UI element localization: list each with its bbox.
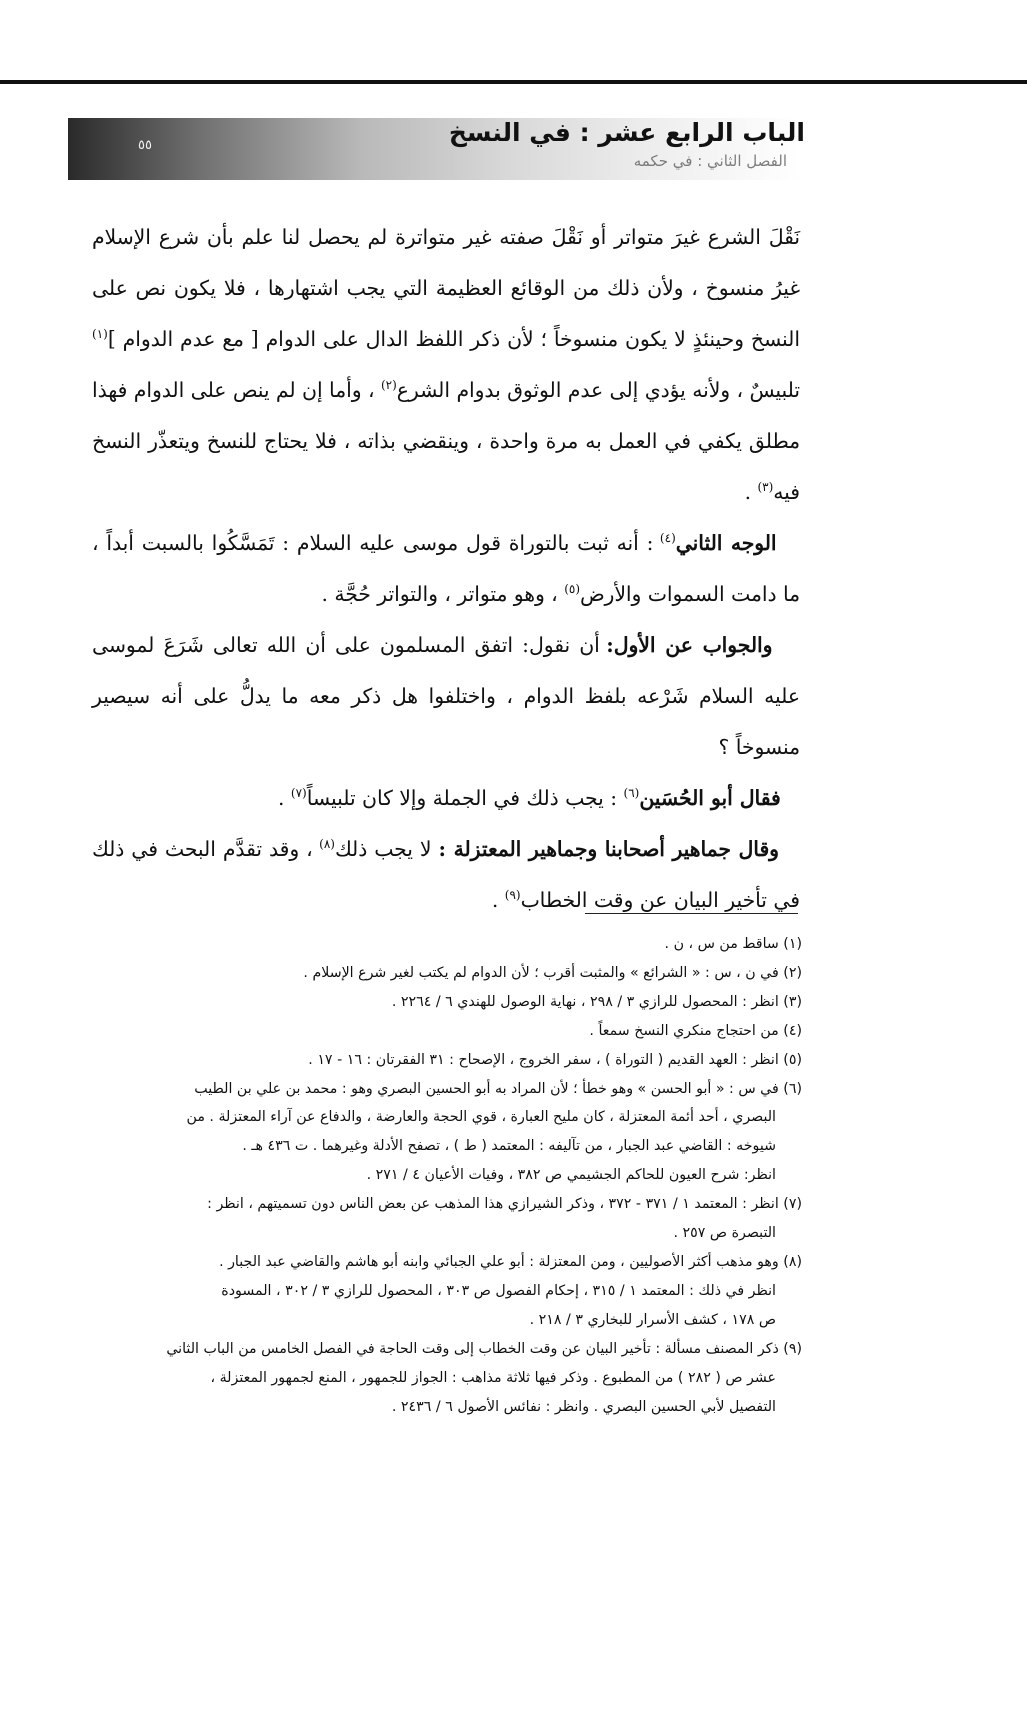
footnote-ref-2: (٢) xyxy=(380,378,397,393)
paragraph-4 xyxy=(92,773,800,824)
footnote-1: (١) ساقط من س ، ن . xyxy=(664,936,802,952)
footnote-6-line-2: البصري ، أحد أئمة المعتزلة ، كان مليح العبارة ، قوي الحجة والعارضة ، والدفاع عن آراء المعتزلة . من xyxy=(186,1109,776,1126)
section-subtitle: الفصل الثاني : في حكمه xyxy=(633,152,787,170)
page-number: ٥٥ xyxy=(138,138,152,153)
footnote-9-line-2: عشر ص ( ٢٨٢ ) من المطبوع . وذكر فيها ثلاثة مذاهب : الجواز للجمهور ، المنع لجمهور المعتزلة ، xyxy=(210,1369,776,1386)
p4-text-b: . xyxy=(278,786,291,810)
footnote-ref-4: (٤) xyxy=(659,531,676,546)
p4-lead: فقال أبو الحُسَين xyxy=(639,786,781,810)
p1-text-c: ، وأما إن لم ينص على الدوام فهذا مطلق يكفي في العمل به مرة واحدة ، وينقضي بذاته ، فلا يحتاج للنسخ ويتعذّر النسخ فيه xyxy=(92,378,800,504)
main-text xyxy=(92,212,800,926)
p2-lead: الوجه الثاني xyxy=(675,531,777,555)
footnote-4: (٤) من احتجاج منكري النسخ سمعاً . xyxy=(589,1022,802,1039)
p1-text-d: . xyxy=(744,480,758,504)
p5-text-c: . xyxy=(491,888,505,912)
footnote-ref-3: (٣) xyxy=(757,480,774,495)
footnote-6-line-3: شيوخه : القاضي عبد الجبار ، من تآليفه : المعتمد ( ط ) ، تصفح الأدلة وغيرهما . ت ٤٣٦ هـ . xyxy=(242,1138,776,1155)
footnote-ref-5: (٥) xyxy=(564,582,581,597)
footnote-8-line-1: (٨) وهو مذهب أكثر الأصوليين ، ومن المعتزلة : أبو علي الجبائي وابنه أبو هاشم والقاضي عبد الجبار . xyxy=(219,1253,802,1270)
p5-text-a: لا يجب ذلك xyxy=(334,837,439,861)
footnote-8-line-3: ص ١٧٨ ، كشف الأسرار للبخاري ٣ / ٢١٨ . xyxy=(529,1311,776,1328)
p5-lead: وقال جماهير أصحابنا وجماهير المعتزلة : xyxy=(438,837,779,861)
footnote-ref-8: (٨) xyxy=(319,837,335,852)
footnotes xyxy=(86,930,802,1421)
p3-lead: والجواب عن الأول: xyxy=(606,633,773,657)
footnote-ref-9: (٩) xyxy=(504,888,521,903)
paragraph-2 xyxy=(92,518,800,620)
footnote-8-line-2: انظر في ذلك : المعتمد ١ / ٣١٥ ، إحكام الفصول ص ٣٠٣ ، المحصول للرازي ٣ / ٣٠٢ ، المسودة xyxy=(221,1282,776,1299)
footnote-9-line-3: التفصيل لأبي الحسين البصري . وانظر : نفائس الأصول ٦ / ٢٤٣٦ . xyxy=(391,1398,776,1415)
p1-text-b: تلبيسٌ ، ولأنه يؤدي إلى عدم الوثوق بدوام الشرع xyxy=(396,378,800,402)
p3-text-a: أن نقول: اتفق المسلمون على أن الله تعالى شَرَعَ لموسى عليه السلام شَرْعه بلفظ الدوام ، واختلفوا هل ذكر معه ما يدلُّ على أنه سيصير منسوخاً ؟ xyxy=(92,633,800,759)
footnote-7-line-2: التبصرة ص ٢٥٧ . xyxy=(673,1225,776,1242)
chapter-title: الباب الرابع عشر : في النسخ xyxy=(448,118,805,147)
paragraph-5 xyxy=(92,824,800,926)
footnote-5: (٥) انظر : العهد القديم ( التوراة ) ، سفر الخروج ، الإصحاح : ٣١ الفقرتان : ١٦ - ١٧ . xyxy=(308,1051,802,1068)
footnote-6-line-1: (٦) في س : « أبو الحسن » وهو خطأ ؛ لأن المراد به أبو الحسين البصري وهو : محمد بن علي بن الطيب xyxy=(194,1080,802,1097)
paragraph-1 xyxy=(92,212,800,518)
footnote-2: (٢) في ن ، س : « الشرائع » والمثبت أقرب ؛ لأن الدوام لم يكتب لغير شرع الإسلام . xyxy=(303,964,802,981)
footnote-7-line-1: (٧) انظر : المعتمد ١ / ٣٧١ - ٣٧٢ ، وذكر الشيرازي هذا المذهب عن بعض الناس دون تسميتهم ، انظر : xyxy=(207,1196,802,1213)
footnote-ref-7: (٧) xyxy=(290,786,307,801)
p5-text-b: ، وقد تقدَّم البحث في ذلك في تأخير البيان عن وقت الخطاب xyxy=(92,837,800,912)
paragraph-3 xyxy=(92,620,800,773)
footnote-ref-1: (١) xyxy=(92,327,108,342)
footnote-6-line-4: انظر: شرح العيون للحاكم الجشيمي ص ٣٨٢ ، وفيات الأعيان ٤ / ٢٧١ . xyxy=(366,1167,776,1184)
p2-text-a: : أنه ثبت بالتوراة قول موسى عليه السلام : تَمَسَّكُوا بالسبت أبداً ، ما دامت السموات والأرض xyxy=(92,531,800,606)
footnote-9-line-1: (٩) ذكر المصنف مسألة : تأخير البيان عن وقت الخطاب إلى وقت الحاجة في الفصل الخامس من الباب الثاني xyxy=(166,1340,802,1357)
top-rule xyxy=(0,80,1027,84)
footnote-ref-6: (٦) xyxy=(623,786,640,801)
p1-text-a: نَقْلَ الشرع غيرَ متواتر أو نَقْلَ صفته غير متواترة لم يحصل لنا علم بأن شرع الإسلام غيرُ منسوخ ، ولأن ذلك من الوقائع العظيمة التي يجب اشتهارها ، فلا يكون نص على النسخ وحينئذٍ لا يكون منسوخاً ؛ لأن ذكر اللفظ الدال على الدوام [ مع عدم الدوام ] xyxy=(92,225,800,351)
p4-text-a: : يجب ذلك في الجملة وإلا كان تلبيساً xyxy=(306,786,624,810)
footnote-divider xyxy=(585,913,798,914)
p2-text-b: ، وهو متواتر ، والتواتر حُجَّة . xyxy=(321,582,565,606)
footnote-3: (٣) انظر : المحصول للرازي ٣ / ٢٩٨ ، نهاية الوصول للهندي ٦ / ٢٢٦٤ . xyxy=(391,993,802,1010)
